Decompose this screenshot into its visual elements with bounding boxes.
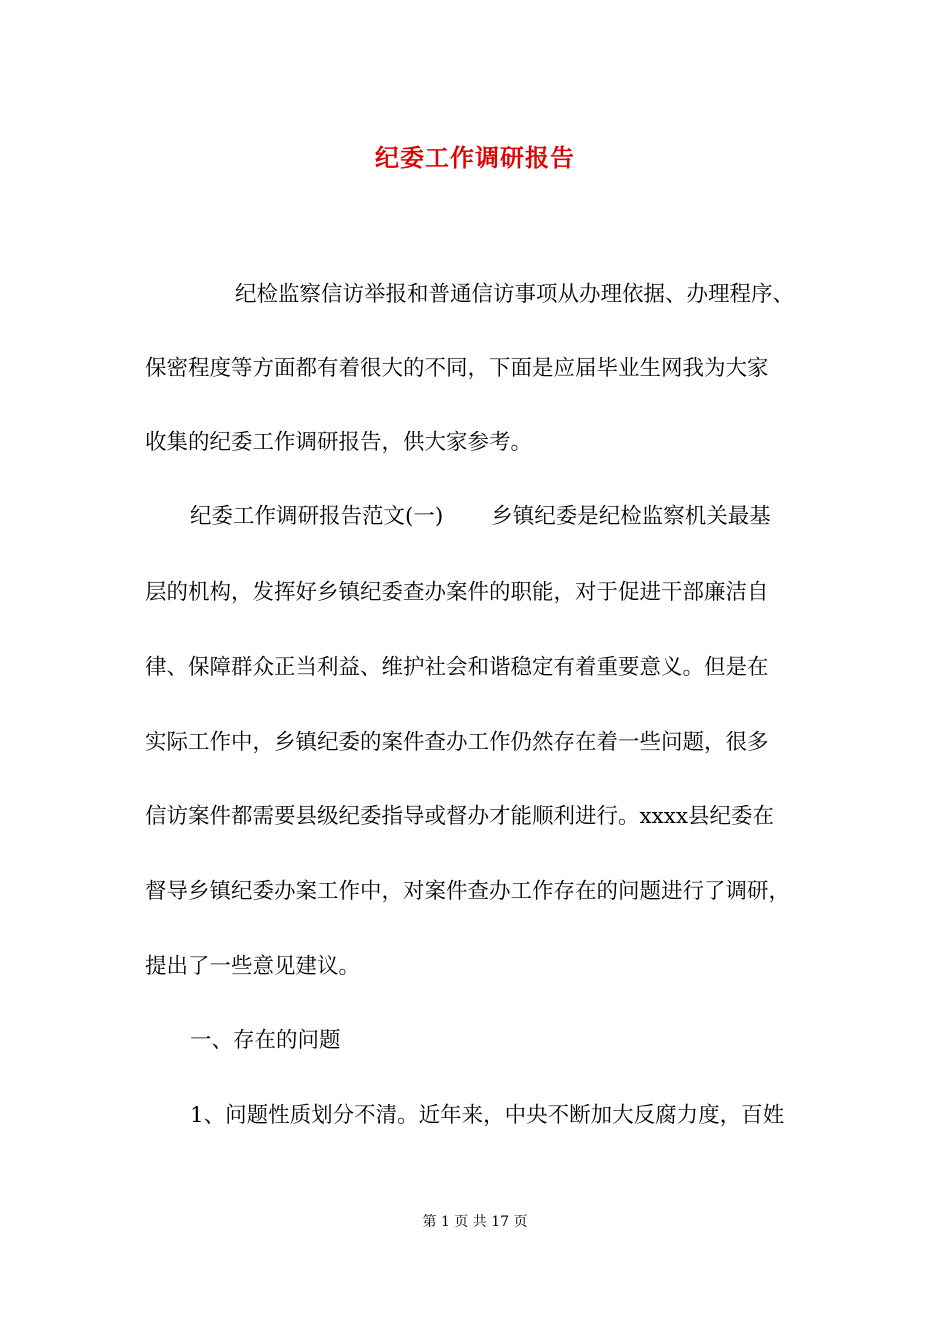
section-heading: 一、存在的问题	[190, 1028, 341, 1053]
body-line: 实际工作中，乡镇纪委的案件查办工作仍然存在着一些问题，很多	[145, 730, 769, 755]
body-line	[190, 502, 771, 532]
body-line: 提出了一些意见建议。	[145, 954, 361, 979]
body-text: 乡镇纪委是纪检监察机关最基	[491, 504, 771, 529]
page-footer: 第 1 页 共 17 页	[422, 1214, 528, 1230]
body-line: 层的机构，发挥好乡镇纪委查办案件的职能，对于促进干部廉洁自	[145, 580, 769, 605]
document-title: 纪委工作调研报告	[375, 143, 575, 172]
body-line: 律、保障群众正当利益、维护社会和谐稳定有着重要意义。但是在	[145, 655, 769, 680]
section-heading: 纪委工作调研报告范文(一)	[190, 504, 444, 529]
body-line: 纪检监察信访举报和普通信访事项从办理依据、办理程序、	[235, 282, 795, 307]
body-line: 督导乡镇纪委办案工作中，对案件查办工作存在的问题进行了调研，	[145, 879, 791, 904]
body-line: 信访案件都需要县级纪委指导或督办才能顺利进行。xxxx县纪委在	[145, 804, 775, 829]
body-line: 保密程度等方面都有着很大的不同，下面是应届毕业生网我为大家	[145, 356, 769, 381]
body-line: 收集的纪委工作调研报告，供大家参考。	[145, 430, 533, 455]
body-line: 1、问题性质划分不清。近年来，中央不断加大反腐力度，百姓	[190, 1103, 785, 1128]
